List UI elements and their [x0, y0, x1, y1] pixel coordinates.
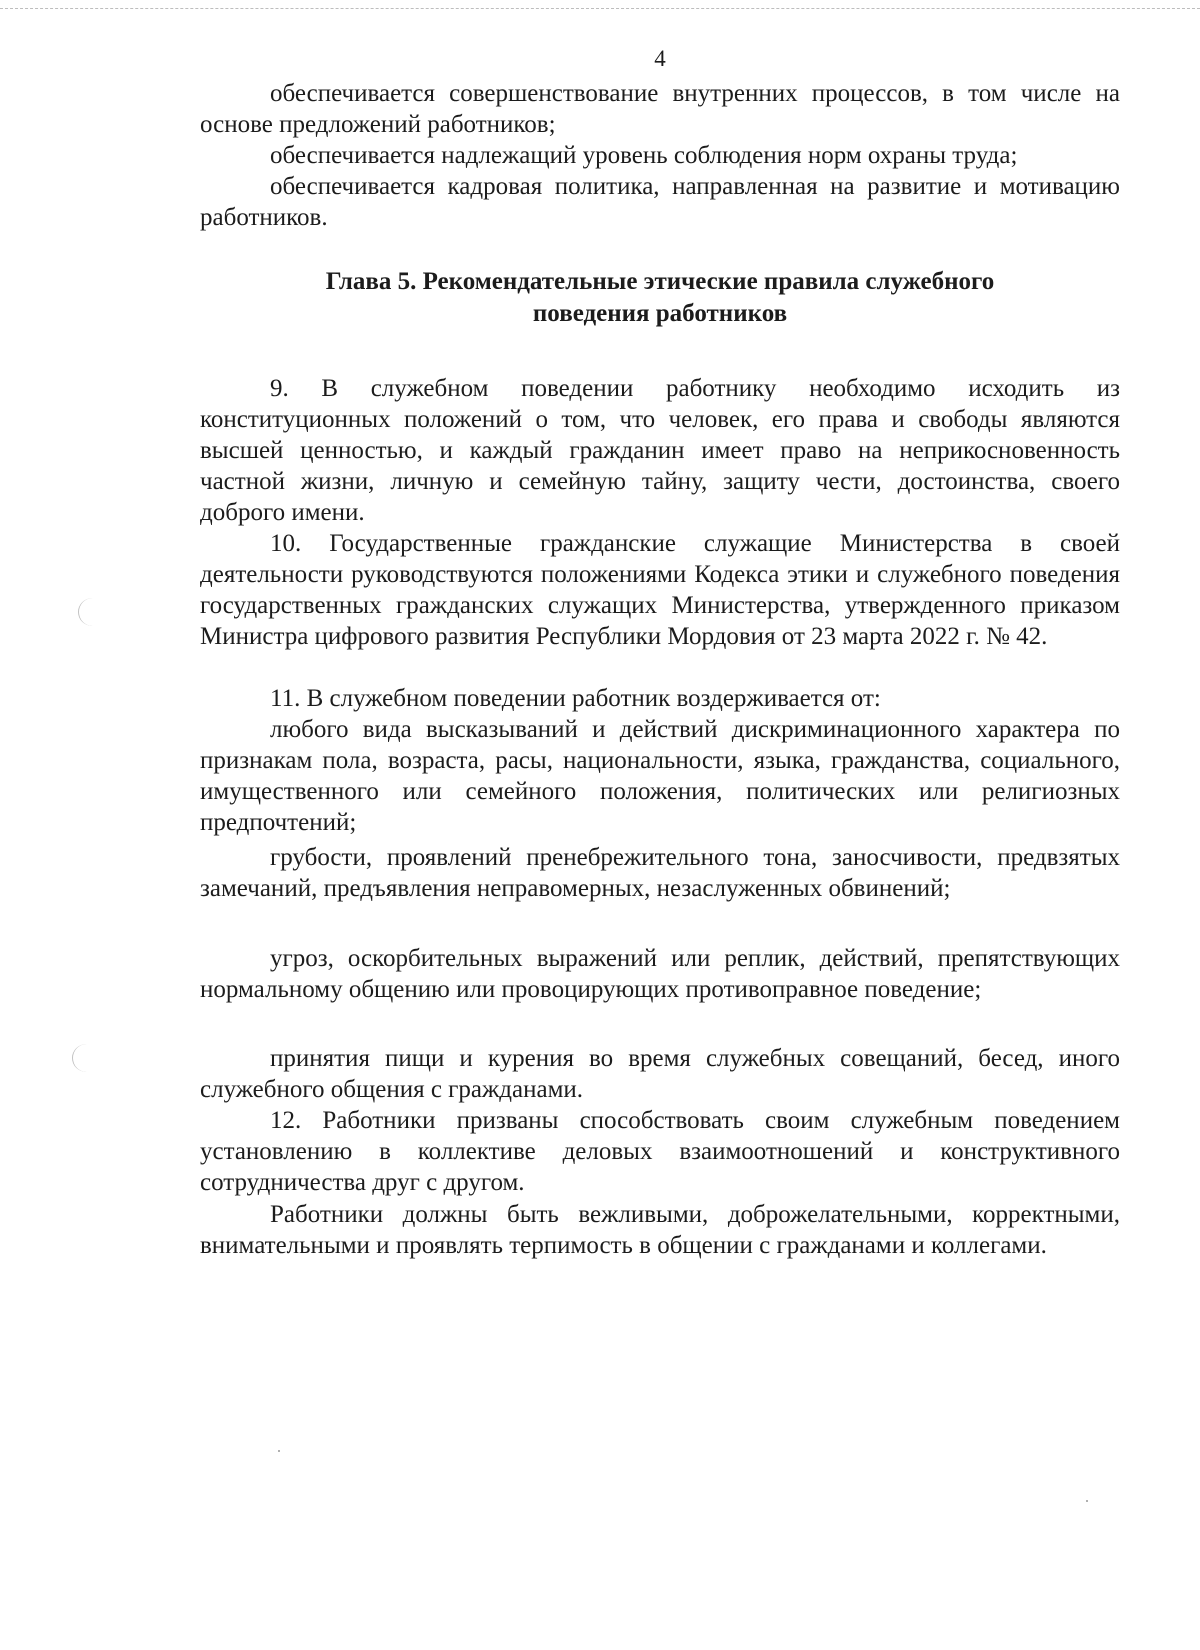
chapter-heading-line-1: Глава 5. Рекомендательные этические правила служебного	[325, 268, 995, 295]
paragraph-intro-2: обеспечивается надлежащий уровень соблюдения норм охраны труда;	[270, 142, 1018, 169]
paragraph-intro-3: обеспечивается кадровая политика, направленная на развитие и мотивацию работников.	[200, 173, 1120, 231]
paragraph-discrimination: любого вида высказываний и действий дискриминационного характера по признакам пола, возраста, расы, национальности, языка, гражданства, социального, имущественного или семейного положения, политических или религиозных предпочтений;	[200, 716, 1120, 836]
page-number: 4	[654, 46, 666, 71]
paragraph-rudeness: грубости, проявлений пренебрежительного тона, заносчивости, предвзятых замечаний, предъявления неправомерных, незаслуженных обвинений;	[200, 844, 1120, 902]
scan-speck	[1086, 1500, 1088, 1502]
chapter-heading-line-2: поведения работников	[532, 300, 788, 327]
paragraph-politeness: Работники должны быть вежливыми, доброжелательными, корректными, внимательными и проявлять терпимость в общении с гражданами и коллегами.	[200, 1201, 1120, 1259]
paragraph-item-11: 11. В служебном поведении работник воздерживается от:	[270, 685, 881, 712]
scan-speck	[278, 1450, 280, 1452]
scan-hole-mark	[72, 1044, 101, 1072]
paragraph-item-12: 12. Работники призваны способствовать своим служебным поведением установлению в коллективе деловых взаимоотношений и конструктивного сотрудничества друг с другом.	[200, 1107, 1120, 1196]
scan-hole-mark	[78, 598, 107, 626]
paragraph-item-10: 10. Государственные гражданские служащие Министерства в своей деятельности руководствуются положениями Кодекса этики и служебного поведения государственных гражданских служащих Министерства, утвержденного приказом Министра цифрового развития Республики Мордовия от 23 марта 2022 г. № 42.	[200, 530, 1120, 650]
scan-edge-line	[0, 8, 1200, 9]
paragraph-eating-smoking: принятия пищи и курения во время служебных совещаний, бесед, иного служебного общения с гражданами.	[200, 1045, 1120, 1103]
chapter-heading	[230, 266, 1090, 330]
paragraph-item-9: 9. В служебном поведении работнику необходимо исходить из конституционных положений о том, что человек, его права и свободы являются высшей ценностью, и каждый гражданин имеет право на неприкосновенность частной жизни, личную и семейную тайну, защиту чести, достоинства, своего доброго имени.	[200, 375, 1120, 526]
paragraph-threats: угроз, оскорбительных выражений или реплик, действий, препятствующих нормальному общению или провоцирующих противоправное поведение;	[200, 945, 1120, 1003]
paragraph-intro-1: обеспечивается совершенствование внутренних процессов, в том числе на основе предложений работников;	[200, 80, 1120, 138]
